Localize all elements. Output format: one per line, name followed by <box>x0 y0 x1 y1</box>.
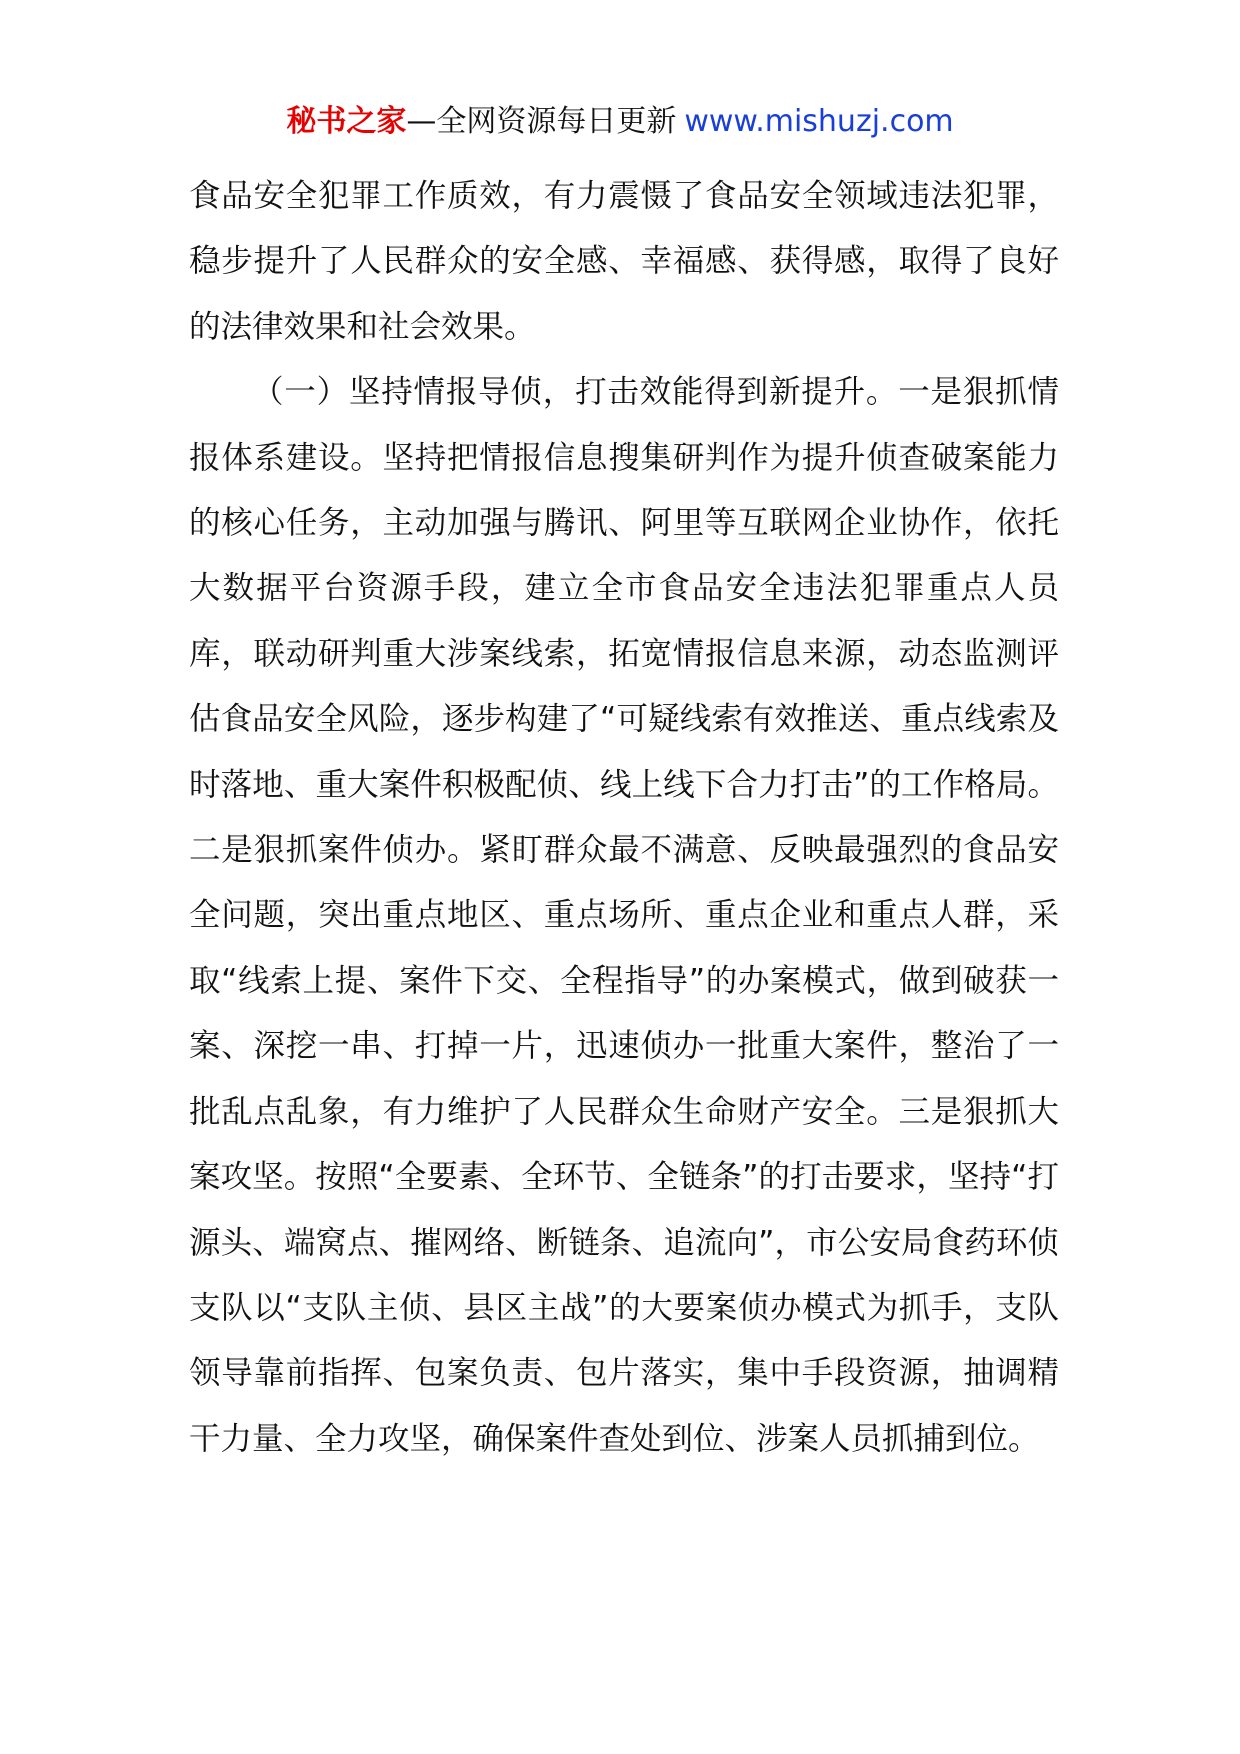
paragraph-continuation: 食品安全犯罪工作质效，有力震慑了食品安全领域违法犯罪，稳步提升了人民群众的安全感、幸福感、获得感，取得了良好的法律效果和社会效果。 <box>189 178 1059 345</box>
page-header <box>0 100 1240 144</box>
paragraph-section-one: （一）坚持情报导侦，打击效能得到新提升。一是狠抓情报体系建设。坚持把情报信息搜集研判作为提升侦查破案能力的核心任务，主动加强与腾讯、阿里等互联网企业协作，依托大数据平台资源手段，建立全市食品安全违法犯罪重点人员库，联动研判重大涉案线索，拓宽情报信息来源，动态监测评估食品安全风险，逐步构建了“可疑线索有效推送、重点线索及时落地、重大案件积极配侦、线上线下合力打击”的工作格局。二是狠抓案件侦办。紧盯群众最不满意、反映最强烈的食品安全问题，突出重点地区、重点场所、重点企业和重点人群，采取“线索上提、案件下交、全程指导”的办案模式，做到破获一案、深挖一串、打掉一片，迅速侦办一批重大案件，整治了一批乱点乱象，有力维护了人民群众生命财产安全。三是狠抓大案攻坚。按照“全要素、全环节、全链条”的打击要求，坚持“打源头、端窝点、摧网络、断链条、追流向”，市公安局食药环侦支队以“支队主侦、县区主战”的大要案侦办模式为抓手，支队领导靠前指挥、包案负责、包片落实，集中手段资源，抽调精干力量、全力攻坚，确保案件查处到位、涉案人员抓捕到位。 <box>189 374 1059 1457</box>
brand-name: 秘书之家 <box>286 104 407 139</box>
document-body <box>189 164 1059 1472</box>
website-link[interactable]: www.mishuzj.com <box>684 104 954 139</box>
header-tagline: —全网资源每日更新 <box>406 104 677 139</box>
